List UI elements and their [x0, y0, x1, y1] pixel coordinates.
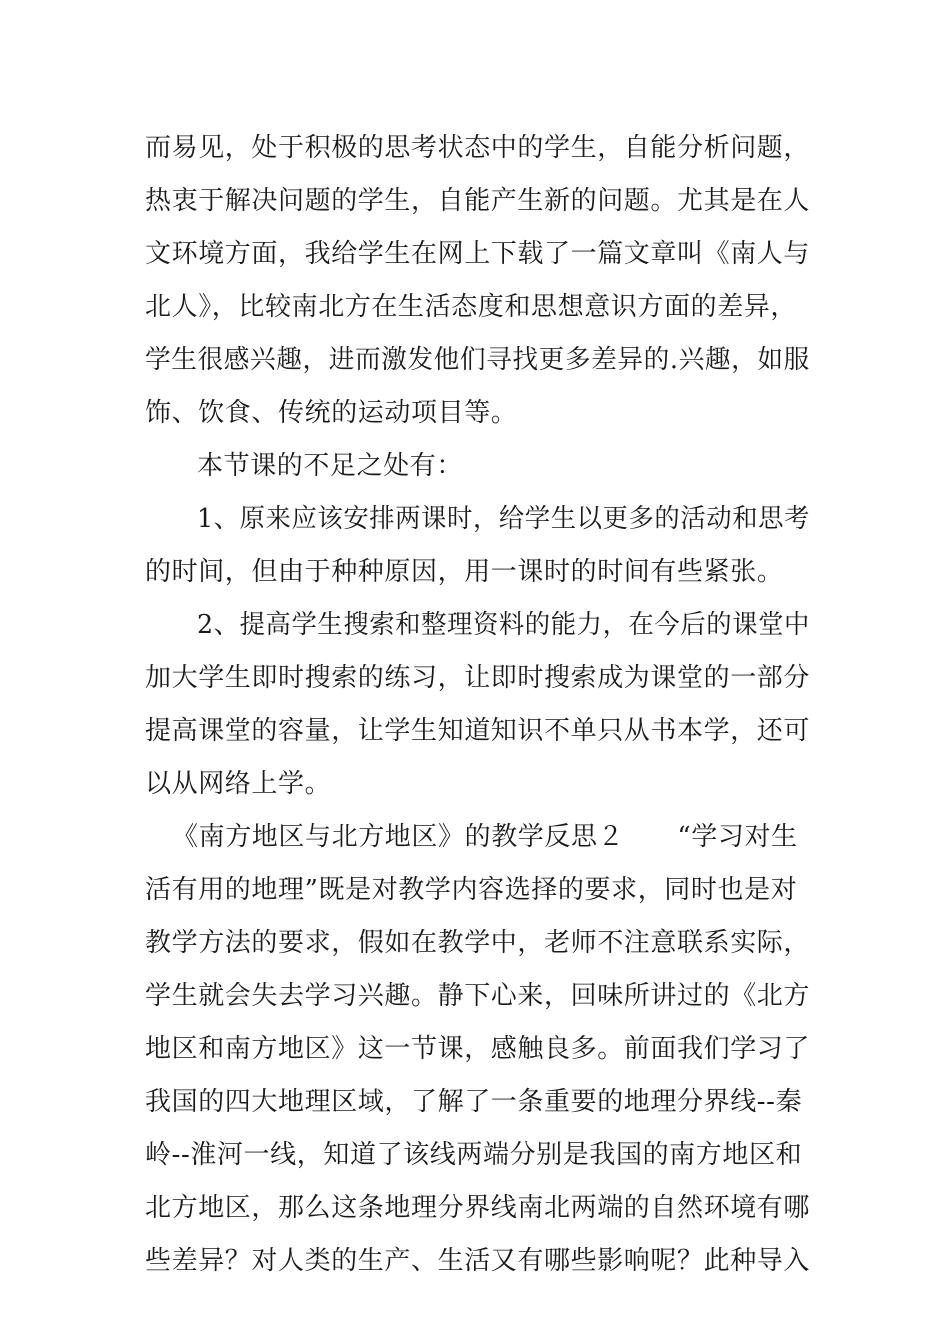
text-line: 教学方法的要求，假如在教学中，老师不注意联系实际，	[145, 928, 811, 958]
text-line: 本节课的不足之处有：	[197, 451, 464, 481]
text-line: 的时间，但由于种种原因，用一课时的时间有些紧张。	[145, 557, 784, 587]
text-line: 岭--淮河一线，知道了该线两端分别是我国的南方地区和	[145, 1140, 803, 1170]
text-line: 北人》，比较南北方在生活态度和思想意识方面的差异，	[145, 292, 798, 322]
text-line: 以从网络上学。	[145, 769, 332, 799]
text-line: 学生就会失去学习兴趣。静下心来，回味所讲过的《北方	[145, 981, 811, 1011]
text-line: 活有用的地理”既是对教学内容选择的要求，同时也是对	[145, 875, 798, 905]
text-line: 学生很感兴趣，进而激发他们寻找更多差异的.兴趣，如服	[145, 345, 810, 375]
text-line: 北方地区，那么这条地理分界线南北两端的自然环境有哪	[145, 1193, 811, 1223]
text-line: 而易见，处于积极的思考状态中的学生，自能分析问题，	[145, 133, 811, 163]
text-line: 些差异？对人类的生产、生活又有哪些影响呢？此种导入	[145, 1246, 811, 1276]
text-line: 地区和南方地区》这一节课，感触良多。前面我们学习了	[145, 1034, 811, 1064]
text-line: 1、原来应该安排两课时，给学生以更多的活动和思考	[197, 504, 810, 534]
text-line: 热衷于解决问题的学生，自能产生新的问题。尤其是在人	[145, 186, 811, 216]
text-line: 2、提高学生搜索和整理资料的能力，在今后的课堂中	[197, 610, 810, 640]
text-line: 文环境方面，我给学生在网上下载了一篇文章叫《南人与	[145, 239, 811, 269]
text-line: 提高课堂的容量，让学生知道知识不单只从书本学，还可	[145, 716, 811, 746]
text-line: 饰、饮食、传统的运动项目等。	[145, 398, 518, 428]
text-line: 加大学生即时搜索的练习，让即时搜索成为课堂的一部分	[145, 663, 811, 693]
text-line: 《南方地区与北方地区》的教学反思２ “学习对生	[172, 822, 798, 852]
text-line: 我国的四大地理区域，了解了一条重要的地理分界线--秦	[145, 1087, 803, 1117]
